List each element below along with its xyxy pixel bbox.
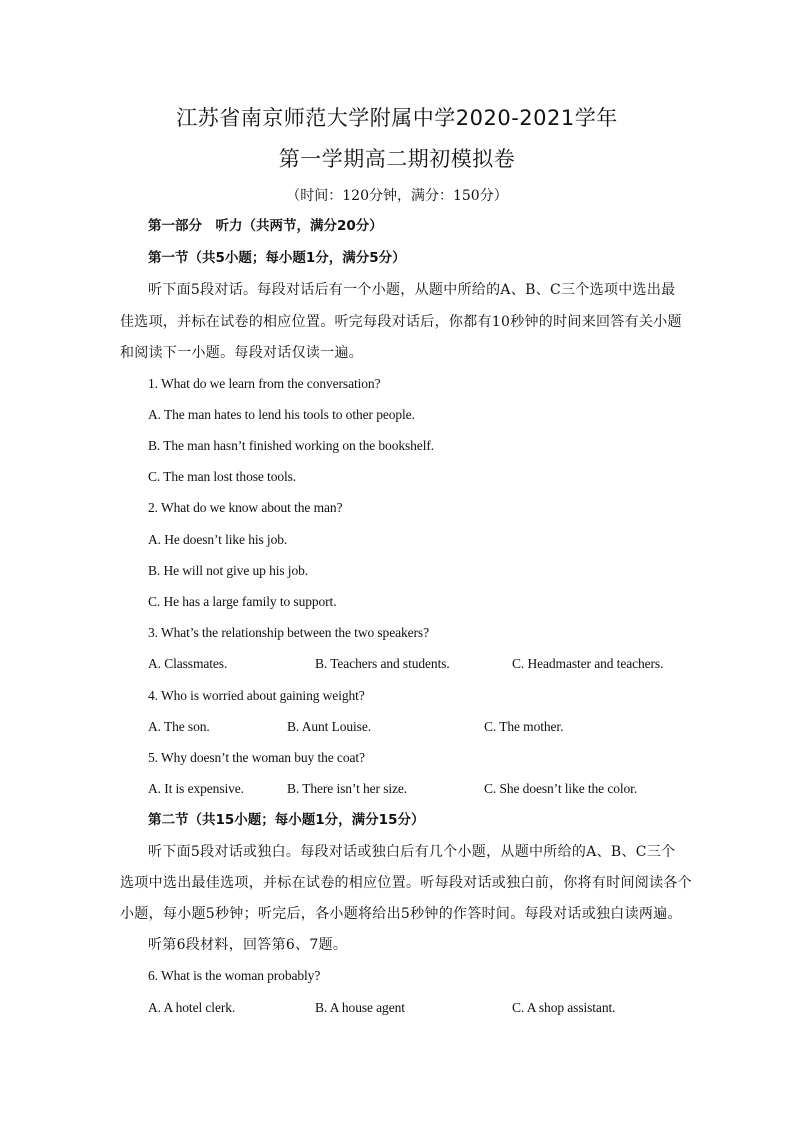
document-title-line2: 第一学期高二期初模拟卷 bbox=[278, 147, 516, 171]
question-3-option-b: B. Teachers and students. bbox=[315, 656, 450, 671]
exam-time-score: （时间：120分钟，满分：150分） bbox=[286, 188, 508, 204]
section1-instructions-line1: 听下面5段对话。每段对话后有一个小题，从题中所给的A、B、C三个选项中选出最 bbox=[148, 282, 676, 298]
section2-instructions-line1: 听下面5段对话或独白。每段对话或独白后有几个小题，从题中所给的A、B、C三个 bbox=[148, 844, 676, 860]
question-3-option-a: A. Classmates. bbox=[148, 656, 228, 671]
question-4-option-c: C. The mother. bbox=[484, 719, 564, 734]
section2-heading: 第二节（共15小题；每小题1分，满分15分） bbox=[148, 812, 425, 828]
question-5-option-a: A. It is expensive. bbox=[148, 781, 244, 796]
question-5-option-b: B. There isn’t her size. bbox=[287, 781, 408, 796]
question-1-option-c: C. The man lost those tools. bbox=[148, 469, 297, 484]
part1-heading: 第一部分 听力（共两节，满分20分） bbox=[148, 218, 383, 234]
question-6-option-b: B. A house agent bbox=[315, 1000, 405, 1015]
section1-instructions-line3: 和阅读下一小题。每段对话仅读一遍。 bbox=[120, 345, 364, 361]
question-1-option-a: A. The man hates to lend his tools to other people. bbox=[148, 407, 415, 422]
question-5-option-c: C. She doesn’t like the color. bbox=[484, 781, 638, 796]
section1-heading: 第一节（共5小题；每小题1分，满分5分） bbox=[148, 250, 406, 266]
section1-instructions-line2: 佳选项，并标在试卷的相应位置。听完每段对话后，你都有10秒钟的时间来回答有关小题 bbox=[120, 314, 682, 330]
question-4-option-b: B. Aunt Louise. bbox=[287, 719, 372, 734]
question-3-option-c: C. Headmaster and teachers. bbox=[512, 656, 664, 671]
question-4-option-a: A. The son. bbox=[148, 719, 210, 734]
question-6-option-a: A. A hotel clerk. bbox=[148, 1000, 236, 1015]
question-4: 4. Who is worried about gaining weight? bbox=[148, 688, 365, 703]
question-1: 1. What do we learn from the conversation? bbox=[148, 376, 381, 391]
section2-instructions-line2: 选项中选出最佳选项，并标在试卷的相应位置。听每段对话或独白前，你将有时间阅读各个 bbox=[120, 875, 692, 891]
question-2-option-b: B. He will not give up his job. bbox=[148, 563, 309, 578]
section2-instructions-line3: 小题，每小题5秒钟；听完后，各小题将给出5秒钟的作答时间。每段对话或独白读两遍。 bbox=[120, 906, 682, 922]
material-6-instruction: 听第6段材料，回答第6、7题。 bbox=[148, 937, 348, 953]
question-6: 6. What is the woman probably? bbox=[148, 968, 321, 983]
question-5: 5. Why doesn’t the woman buy the coat? bbox=[148, 750, 365, 765]
question-1-option-b: B. The man hasn’t finished working on the bookshelf. bbox=[148, 438, 435, 453]
question-2-option-c: C. He has a large family to support. bbox=[148, 594, 337, 609]
question-3: 3. What’s the relationship between the two speakers? bbox=[148, 625, 429, 640]
question-2: 2. What do we know about the man? bbox=[148, 500, 343, 515]
question-2-option-a: A. He doesn’t like his job. bbox=[148, 532, 288, 547]
question-6-option-c: C. A shop assistant. bbox=[512, 1000, 616, 1015]
document-title-line1: 江苏省南京师范大学附属中学2020-2021学年 bbox=[176, 106, 618, 130]
